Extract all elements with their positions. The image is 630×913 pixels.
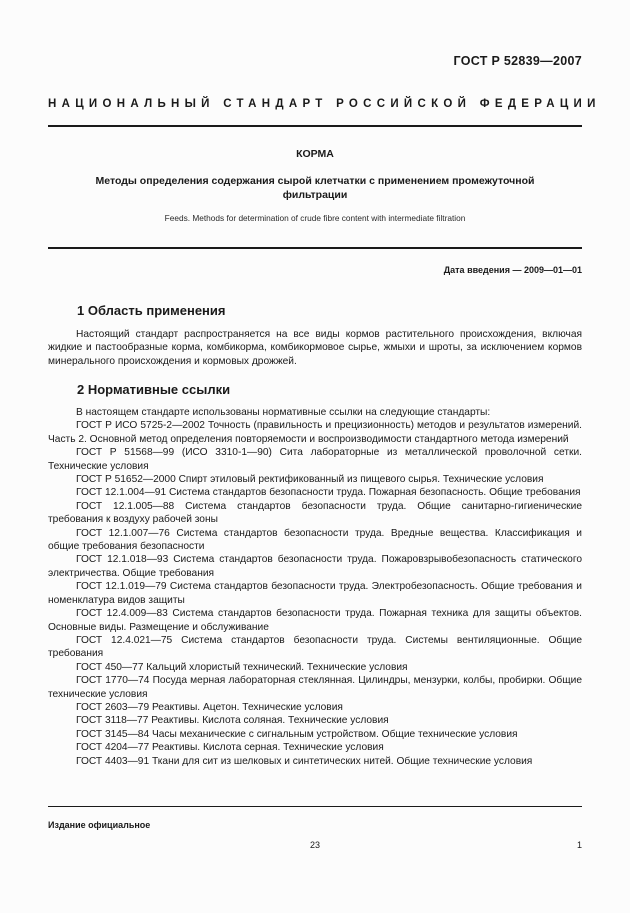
reference-item: ГОСТ 450—77 Кальций хлористый технический. Технические условия bbox=[76, 661, 408, 673]
reference-item: ГОСТ 12.4.009—83 Система стандартов безопасности труда. Пожарная техника для защиты объектов. Основные виды. Размещение и обслуживание bbox=[48, 608, 582, 633]
title-rule bbox=[48, 247, 582, 249]
reference-item: ГОСТ 12.1.004—91 Система стандартов безопасности труда. Пожарная безопасность. Общие требования bbox=[76, 487, 581, 499]
document-subtitle: Методы определения содержания сырой клетчатки с применением промежуточной фильтрации bbox=[95, 175, 535, 201]
section-2-heading: 2 Нормативные ссылки bbox=[77, 382, 231, 397]
introduction-date: Дата введения — 2009—01—01 bbox=[443, 265, 582, 275]
section-1-text bbox=[48, 328, 582, 368]
reference-item: В настоящем стандарте использованы нормативные ссылки на следующие стандарты: bbox=[76, 407, 491, 418]
reference-item: ГОСТ 12.1.007—76 Система стандартов безопасности труда. Вредные вещества. Классификация и общие требования безопасности bbox=[48, 527, 582, 553]
sheet-number: 1 bbox=[576, 840, 582, 850]
reference-item: ГОСТ 3145—84 Часы механические с сигнальным устройством. Общие технические условия bbox=[76, 728, 518, 740]
reference-item: ГОСТ 3118—77 Реактивы. Кислота соляная. Технические условия bbox=[76, 715, 389, 727]
document-number: ГОСТ Р 52839—2007 bbox=[453, 54, 582, 68]
footer-rule bbox=[48, 806, 582, 807]
reference-item: ГОСТ Р 51652—2000 Спирт этиловый ректификованный из пищевого сырья. Технические условия bbox=[76, 474, 544, 486]
english-title: Feeds. Methods for determination of crude fibre content with intermediate filtration bbox=[164, 213, 466, 223]
header-rule bbox=[48, 125, 582, 127]
references-list bbox=[48, 406, 582, 768]
document-title: КОРМА bbox=[296, 148, 334, 160]
standard-title: НАЦИОНАЛЬНЫЙ СТАНДАРТ РОССИЙСКОЙ ФЕДЕРАЦИИ bbox=[48, 98, 601, 110]
reference-item: ГОСТ 1770—74 Посуда мерная лабораторная стеклянная. Цилиндры, мензурки, колбы, пробирки. Общие технические условия bbox=[48, 675, 582, 700]
reference-item: ГОСТ 4403—91 Ткани для сит из шелковых и синтетических нитей. Общие технические условия bbox=[76, 755, 533, 767]
reference-item: ГОСТ 2603—79 Реактивы. Ацетон. Технические условия bbox=[76, 701, 343, 713]
reference-item: ГОСТ 12.1.019—79 Система стандартов безопасности труда. Электробезопасность. Общие требования и номенклатура видов защиты bbox=[48, 581, 582, 606]
page-number: 23 bbox=[309, 840, 320, 850]
reference-item: ГОСТ 12.1.005—88 Система стандартов безопасности труда. Общие санитарно-гигиенические требования к воздуху рабочей зоны bbox=[48, 500, 582, 526]
edition-label: Издание официальное bbox=[48, 820, 151, 830]
reference-item: ГОСТ Р 51568—99 (ИСО 3310-1—90) Сита лабораторные из металлической проволочной сетки. Технические условия bbox=[48, 447, 582, 472]
reference-item: ГОСТ 4204—77 Реактивы. Кислота серная. Технические условия bbox=[76, 742, 384, 754]
section-1-heading: 1 Область применения bbox=[77, 303, 226, 318]
section-1-paragraph: Настоящий стандарт распространяется на все виды кормов растительного происхождения, включая жидкие и пастообразные корма, комбикорма, комбикормовое сырье, жмыхи и шроты, за исключением кормов минерального происхождения и кормовых дрожжей. bbox=[48, 329, 582, 367]
reference-item: ГОСТ 12.4.021—75 Система стандартов безопасности труда. Системы вентиляционные. Общие требования bbox=[48, 634, 582, 660]
reference-item: ГОСТ Р ИСО 5725-2—2002 Точность (правильность и прецизионность) методов и результатов измерений. Часть 2. Основной метод определения повторяемости и воспроизводимости стандартного метода измерений bbox=[48, 420, 582, 445]
reference-item: ГОСТ 12.1.018—93 Система стандартов безопасности труда. Пожаровзрывобезопасность статического электричества. Общие требования bbox=[48, 554, 582, 579]
